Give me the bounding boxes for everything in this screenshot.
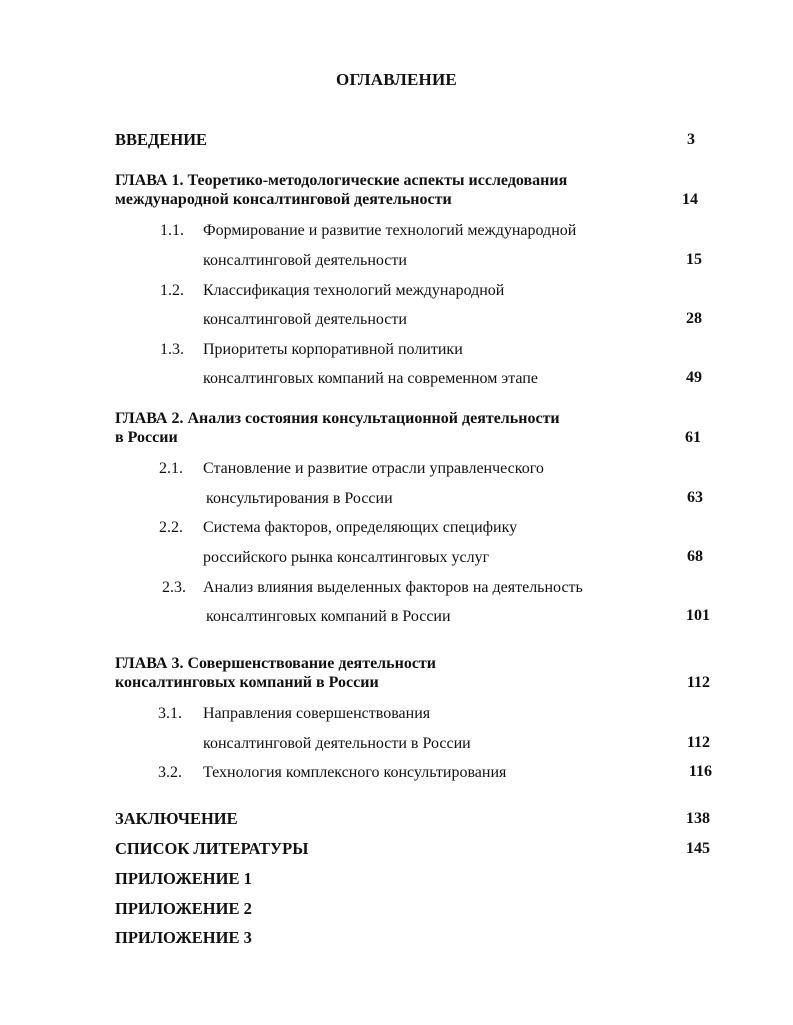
section-title-line2: консалтинговой деятельности xyxy=(203,311,407,328)
toc-page-number: 14 xyxy=(682,191,698,208)
toc-page-number: 112 xyxy=(686,734,710,751)
section-title-line1: Технология комплексного консультирования xyxy=(203,764,507,781)
toc-entry-label: ВВЕДЕНИЕ xyxy=(115,130,208,149)
toc-entry-appendix-1[interactable]: ПРИЛОЖЕНИЕ 1 xyxy=(115,869,252,888)
toc-page-number: 138 xyxy=(686,810,710,827)
page-title: ОГЛАВЛЕНИЕ xyxy=(336,70,457,89)
toc-page-number: 28 xyxy=(686,310,702,327)
section-title-line2: консультирования в России xyxy=(206,490,393,507)
toc-entry-appendix-3[interactable]: ПРИЛОЖЕНИЕ 3 xyxy=(115,928,252,947)
toc-page-number: 61 xyxy=(685,429,701,446)
section-title-line1: Формирование и развитие технологий международной xyxy=(203,222,577,239)
section-title-line2: консалтинговой деятельности в России xyxy=(203,735,471,752)
section-title-line1: Классификация технологий международной xyxy=(203,282,505,299)
section-title-line2: консалтинговых компаний в России xyxy=(206,608,451,625)
toc-page-number: 63 xyxy=(687,489,703,506)
toc-page-number: 101 xyxy=(686,607,710,624)
toc-entry-label: СПИСОК ЛИТЕРАТУРЫ xyxy=(115,839,309,858)
section-title-line1: Становление и развитие отрасли управленческого xyxy=(203,460,544,477)
chapter-title-line2: международной консалтинговой деятельности xyxy=(115,191,452,208)
toc-page-number: 116 xyxy=(688,763,712,780)
section-title-line1: Анализ влияния выделенных факторов на деятельность xyxy=(203,579,583,596)
toc-page-number: 15 xyxy=(686,251,702,268)
section-number: 2.2. xyxy=(159,519,183,536)
section-number: 1.1. xyxy=(160,222,184,239)
chapter-title-line2: консалтинговых компаний в России xyxy=(115,674,379,691)
section-number: 2.1. xyxy=(159,460,183,477)
section-number: 3.1. xyxy=(158,705,182,722)
toc-page-number: 3 xyxy=(687,131,695,148)
section-title-line2: консалтинговых компаний на современном этапе xyxy=(203,370,538,387)
toc-page-number: 68 xyxy=(687,548,703,565)
toc-entry-label: ЗАКЛЮЧЕНИЕ xyxy=(115,809,238,828)
chapter-title-line1: ГЛАВА 3. Совершенствование деятельности xyxy=(115,655,437,672)
toc-page-number: 112 xyxy=(686,674,710,691)
chapter-title-line1: ГЛАВА 1. Теоретико-методологические аспекты исследования xyxy=(115,172,568,189)
section-title-line2: консалтинговой деятельности xyxy=(203,252,407,269)
section-number: 2.3. xyxy=(162,579,186,596)
chapter-title-line2: в России xyxy=(115,429,178,446)
section-number: 1.3. xyxy=(160,341,184,358)
section-title-line1: Система факторов, определяющих специфику xyxy=(203,519,518,536)
section-title-line1: Приоритеты корпоративной политики xyxy=(203,341,463,358)
toc-page-number: 145 xyxy=(686,840,710,857)
section-number: 3.2. xyxy=(158,764,182,781)
section-title-line2: российского рынка консалтинговых услуг xyxy=(203,549,490,566)
toc-page-number: 49 xyxy=(686,369,702,386)
chapter-title-line1: ГЛАВА 2. Анализ состояния консультационной деятельности xyxy=(115,410,560,427)
section-number: 1.2. xyxy=(160,282,184,299)
section-title-line1: Направления совершенствования xyxy=(203,705,431,722)
toc-entry-appendix-2[interactable]: ПРИЛОЖЕНИЕ 2 xyxy=(115,899,252,918)
